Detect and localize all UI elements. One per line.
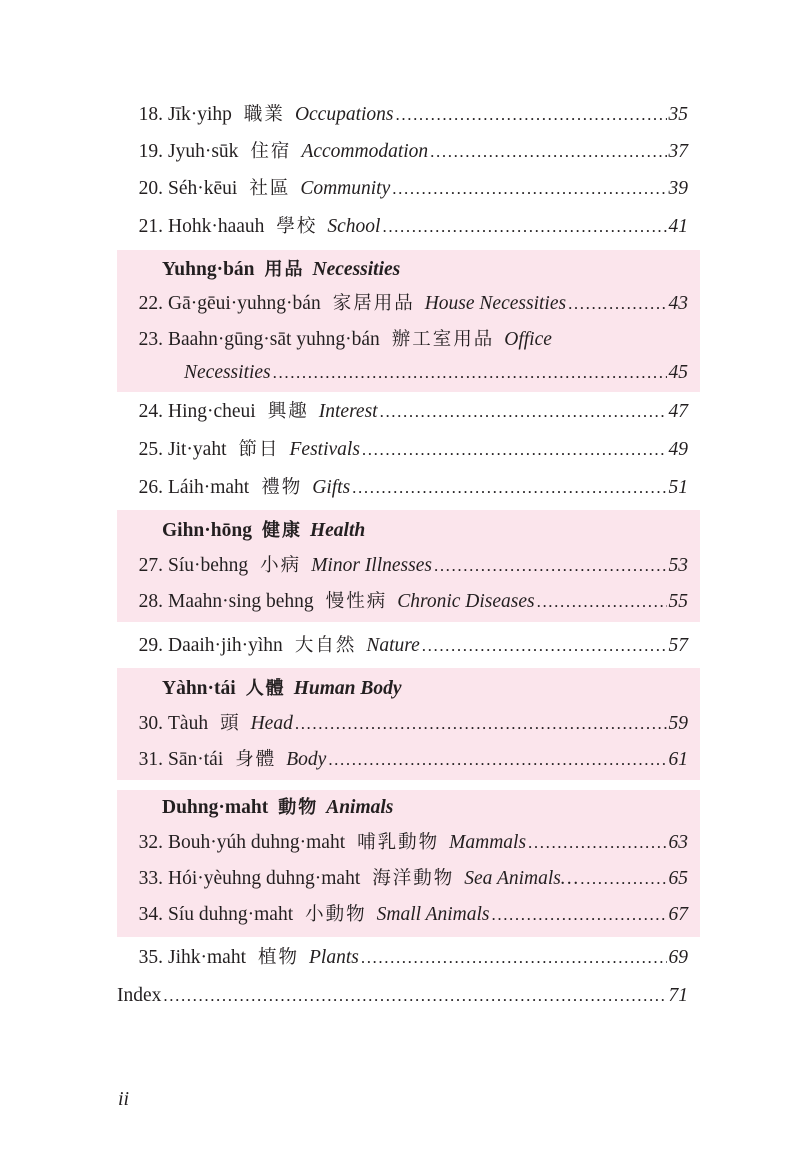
entry-romanization: Jīk·yihp (168, 104, 232, 125)
entry-chinese: 哺乳動物 (357, 832, 440, 853)
entry-english: House Necessities (424, 293, 567, 314)
entry-romanization: Hing·cheui (168, 401, 256, 422)
section-chinese: 動物 (278, 797, 319, 818)
toc-entry[interactable] (117, 97, 688, 127)
entry-chinese: 大自然 (294, 635, 357, 656)
entry-chinese: 住宿 (250, 141, 292, 162)
toc-entry[interactable] (117, 209, 688, 239)
entry-number: 24. (138, 401, 163, 422)
dot-leader (273, 361, 667, 385)
entry-english: Accommodation (301, 141, 429, 162)
entry-romanization: Bouh·yúh duhng·maht (168, 832, 346, 853)
section-english: Animals (326, 797, 394, 818)
toc-entry[interactable] (117, 706, 688, 736)
entry-english: Community (300, 178, 391, 199)
entry-english: Chronic Diseases (397, 591, 535, 612)
entry-number: 30. (138, 713, 163, 734)
entry-page: 47 (668, 401, 688, 422)
dot-leader (380, 400, 667, 424)
dot-leader (392, 177, 666, 201)
entry-romanization: Baahn·gūng·sāt yuhng·bán (168, 329, 380, 350)
entry-page: 39 (668, 178, 688, 199)
entry-page: 61 (668, 749, 688, 770)
index-label: Index (117, 985, 162, 1006)
toc-entry[interactable] (117, 940, 688, 970)
entry-page: 53 (668, 555, 688, 576)
entry-romanization: Séh·kēui (168, 178, 238, 199)
dot-leader (492, 903, 667, 927)
section-romanization: Yàhn·tái (162, 678, 236, 699)
section-heading-human-body (162, 671, 402, 701)
entry-number: 28. (138, 591, 163, 612)
dot-leader (422, 634, 667, 658)
section-heading-necessities (162, 252, 400, 282)
entry-number: 23. (138, 329, 163, 350)
toc-entry[interactable] (117, 628, 688, 658)
entry-page: 43 (668, 293, 688, 314)
section-english: Health (309, 520, 366, 541)
entry-chinese: 小動物 (305, 904, 367, 925)
entry-page: 67 (668, 904, 688, 925)
entry-number: 35. (138, 947, 163, 968)
entry-page: 41 (668, 216, 688, 237)
toc-entry[interactable] (117, 897, 688, 927)
entry-english: Festivals (289, 439, 360, 460)
toc-entry[interactable] (117, 584, 688, 614)
toc-entry[interactable] (117, 171, 688, 201)
entry-romanization: Síu·behng (168, 555, 249, 576)
entry-page: 35 (668, 104, 688, 125)
section-heading-animals (162, 790, 393, 820)
toc-entry[interactable] (117, 322, 552, 352)
section-english: Necessities (312, 259, 401, 280)
toc-entry[interactable] (117, 286, 688, 316)
dot-leader (295, 712, 667, 736)
toc-entry[interactable] (117, 825, 688, 855)
entry-chinese: 禮物 (261, 477, 303, 498)
entry-english: Occupations (294, 104, 394, 125)
entry-page: 55 (668, 591, 688, 612)
entry-page: 37 (668, 141, 688, 162)
entry-number: 20. (138, 178, 163, 199)
section-romanization: Gihn·hōng (162, 520, 252, 541)
entry-chinese: 節日 (238, 439, 280, 460)
entry-number: 29. (138, 635, 163, 656)
section-chinese: 用品 (264, 259, 305, 280)
entry-number: 31. (138, 749, 163, 770)
entry-english: Gifts (312, 477, 351, 498)
entry-english-continued: Necessities (184, 362, 271, 383)
dot-leader (352, 476, 666, 500)
section-chinese: 健康 (261, 520, 302, 541)
entry-page: 59 (668, 713, 688, 734)
entry-number: 32. (138, 832, 163, 853)
entry-chinese: 小病 (260, 555, 302, 576)
entry-english: Head (250, 713, 293, 734)
entry-english: Body (286, 749, 327, 770)
entry-number: 25. (138, 439, 163, 460)
entry-number: 33. (138, 868, 163, 889)
entry-number: 18. (138, 104, 163, 125)
entry-romanization: Maahn·sing behng (168, 591, 314, 612)
entry-page: 51 (668, 477, 688, 498)
entry-chinese: 社區 (249, 178, 291, 199)
toc-entry[interactable] (117, 861, 688, 891)
entry-page: 69 (668, 947, 688, 968)
section-english: Human Body (293, 678, 402, 699)
entry-english: Plants (309, 947, 359, 968)
entry-romanization: Tàuh (168, 713, 209, 734)
entry-number: 22. (138, 293, 163, 314)
entry-romanization: Hohk·haauh (168, 216, 265, 237)
dot-leader (528, 831, 666, 855)
entry-number: 21. (138, 216, 163, 237)
entry-chinese: 身體 (235, 749, 277, 770)
entry-number: 26. (138, 477, 163, 498)
dot-leader (362, 438, 667, 462)
toc-entry[interactable] (117, 548, 688, 578)
entry-english: Office (504, 329, 552, 350)
entry-english: Sea Animals… (464, 868, 579, 889)
section-romanization: Yuhng·bán (162, 259, 255, 280)
toc-entry[interactable] (117, 742, 688, 772)
entry-chinese: 頭 (220, 713, 241, 734)
dot-leader (163, 984, 666, 1008)
dot-leader (537, 590, 667, 614)
dot-leader (434, 554, 667, 578)
entry-page: 49 (668, 439, 688, 460)
entry-english: School (327, 216, 381, 237)
entry-chinese: 辦工室用品 (391, 329, 495, 350)
entry-page: 71 (668, 985, 688, 1006)
dot-leader (396, 103, 667, 127)
section-chinese: 人體 (245, 678, 286, 699)
entry-romanization: Jit·yaht (168, 439, 227, 460)
dot-leader (361, 946, 667, 970)
entry-page: 57 (668, 635, 688, 656)
entry-english: Minor Illnesses (311, 555, 432, 576)
toc-entry-index[interactable] (117, 978, 688, 1008)
entry-page: 65 (668, 868, 688, 889)
toc-entry[interactable] (117, 134, 688, 164)
toc-entry[interactable] (117, 470, 688, 500)
entry-romanization: Láih·maht (168, 477, 250, 498)
entry-number: 19. (138, 141, 163, 162)
entry-number: 34. (138, 904, 163, 925)
entry-english: Nature (366, 635, 420, 656)
toc-entry[interactable] (117, 432, 688, 462)
entry-romanization: Hói·yèuhng duhng·maht (168, 868, 361, 889)
page-folio: ii (118, 1088, 130, 1110)
entry-chinese: 慢性病 (325, 591, 388, 612)
entry-romanization: Gā·gēui·yuhng·bán (168, 293, 321, 314)
entry-chinese: 海洋動物 (372, 868, 455, 889)
section-heading-health (162, 513, 365, 543)
entry-english: Mammals (449, 832, 527, 853)
section-romanization: Duhng·maht (162, 797, 269, 818)
entry-number: 27. (138, 555, 163, 576)
entry-romanization: Síu duhng·maht (168, 904, 294, 925)
dot-leader (382, 215, 666, 239)
entry-page: 63 (668, 832, 688, 853)
entry-page: 45 (668, 362, 688, 383)
entry-romanization: Jyuh·sūk (168, 141, 239, 162)
dot-leader (328, 748, 666, 772)
entry-chinese: 學校 (276, 216, 318, 237)
entry-chinese: 植物 (258, 947, 300, 968)
dot-leader (580, 867, 666, 891)
toc-entry-continuation[interactable] (184, 355, 688, 385)
toc-entry[interactable] (117, 394, 688, 424)
entry-romanization: Daaih·jih·yìhn (168, 635, 283, 656)
entry-romanization: Jihk·maht (168, 947, 246, 968)
entry-chinese: 興趣 (267, 401, 309, 422)
entry-english: Interest (318, 401, 378, 422)
dot-leader (430, 140, 666, 164)
dot-leader (568, 292, 666, 316)
entry-chinese: 家居用品 (332, 293, 415, 314)
entry-romanization: Sān·tái (168, 749, 224, 770)
entry-english: Small Animals (376, 904, 490, 925)
entry-chinese: 職業 (243, 104, 285, 125)
